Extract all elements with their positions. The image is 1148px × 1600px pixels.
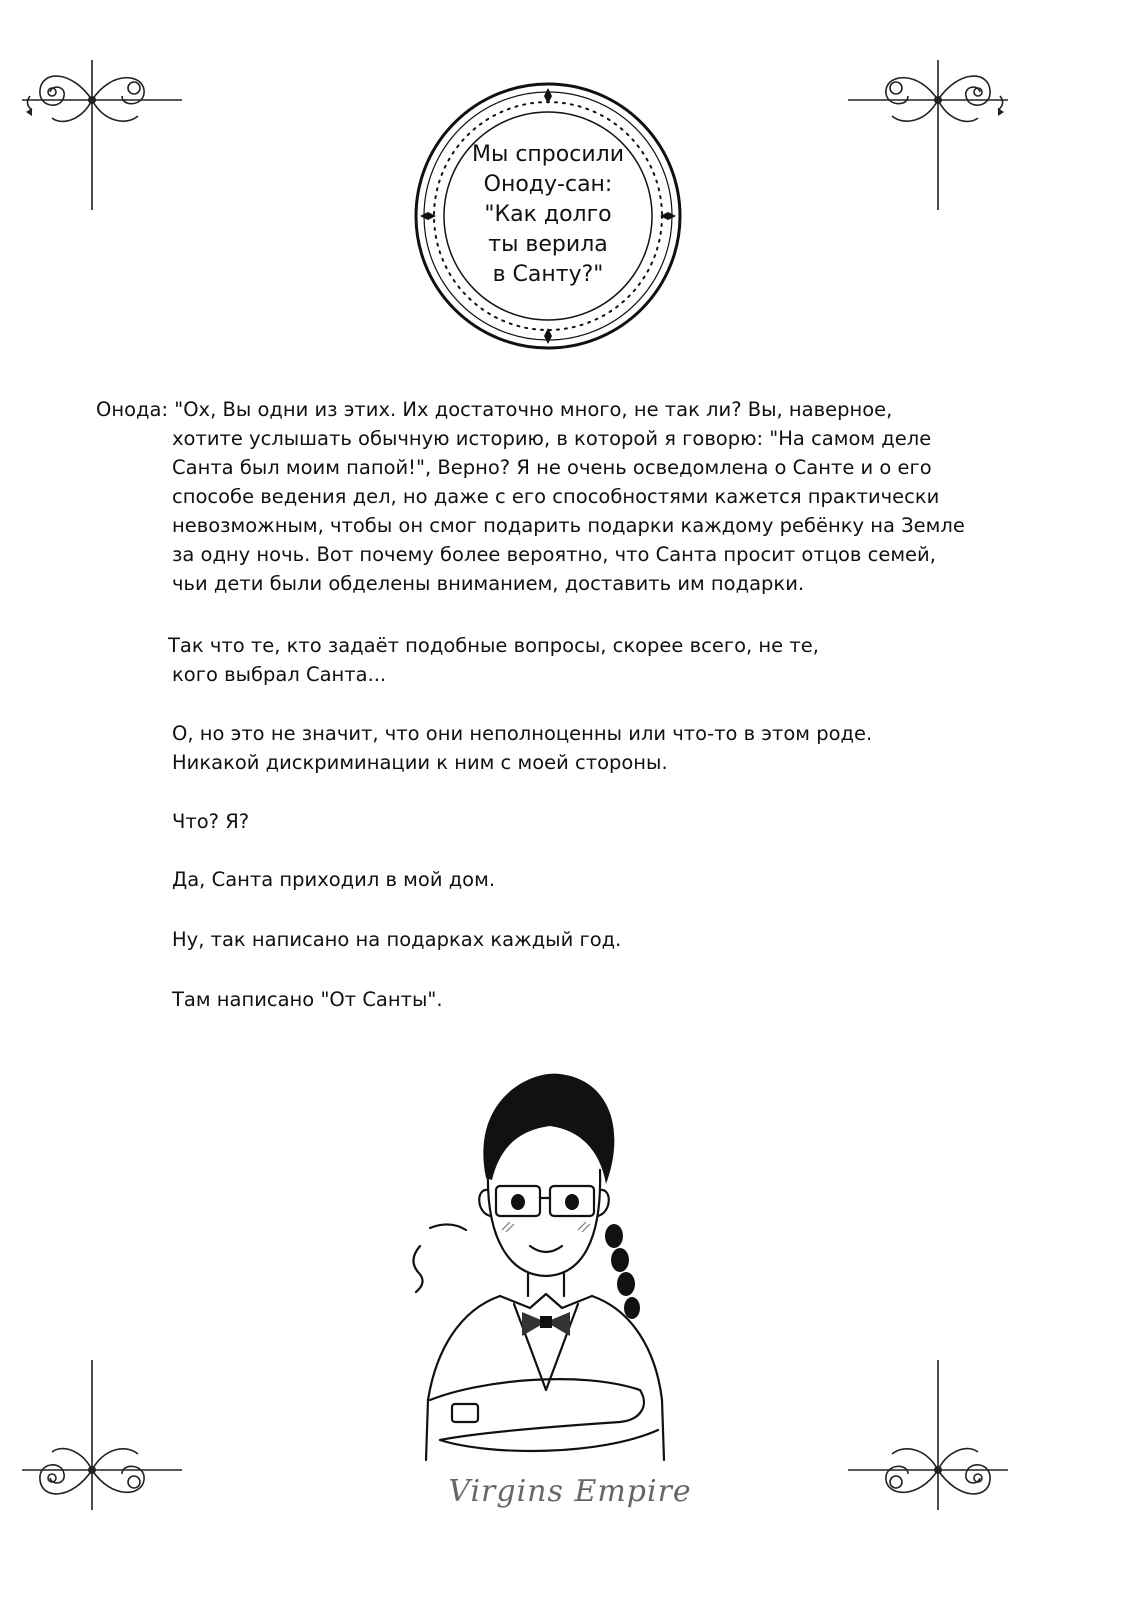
badge-line: Оноду-сан: xyxy=(483,172,613,197)
badge-line: в Санту?" xyxy=(492,262,604,287)
corner-ornament-bottom-left xyxy=(22,1360,182,1510)
paragraph-1-line: чьи дети были обделены вниманием, доставить им подарки. xyxy=(172,572,805,595)
paragraph-6: Ну, так написано на подарках каждый год. xyxy=(172,928,622,951)
paragraph-4: Что? Я? xyxy=(172,810,250,833)
paragraph-1-line: за одну ночь. Вот почему более вероятно, что Санта просит отцов семей, xyxy=(172,543,936,566)
paragraph-1-line: хотите услышать обычную историю, в которой я говорю: "На самом деле xyxy=(172,427,932,450)
paragraph-5: Да, Санта приходил в мой дом. xyxy=(172,868,496,891)
badge-line: Мы спросили xyxy=(471,142,624,167)
paragraph-2-line: кого выбрал Санта... xyxy=(172,663,387,686)
badge-line: ты верила xyxy=(488,232,608,257)
corner-ornament-bottom-right xyxy=(848,1360,1008,1510)
corner-ornament-top-left xyxy=(22,60,182,210)
badge-line: "Как долго xyxy=(484,202,612,227)
onoda-illustration xyxy=(400,1060,690,1480)
corner-ornament-top-right xyxy=(848,60,1008,210)
paragraph-1-line: невозможным, чтобы он смог подарить подарки каждому ребёнку на Земле xyxy=(172,514,965,537)
paragraph-2-line: Так что те, кто задаёт подобные вопросы, скорее всего, не те, xyxy=(168,634,819,657)
paragraph-1-line: способе ведения дел, но даже с его способностями кажется практически xyxy=(172,485,940,508)
question-badge xyxy=(412,80,684,352)
watermark-signature: Virgins Empire xyxy=(448,1474,692,1509)
paragraph-1-line: Санта был моим папой!", Верно? Я не очень осведомлена о Санте и о его xyxy=(172,456,932,479)
badge-question-text xyxy=(452,140,644,290)
paragraph-1-line: Онода: "Ох, Вы одни из этих. Их достаточно много, не так ли? Вы, наверное, xyxy=(96,398,893,421)
paragraph-3-line: Никакой дискриминации к ним с моей стороны. xyxy=(172,751,668,774)
paragraph-7: Там написано "От Санты". xyxy=(172,988,443,1011)
paragraph-3-line: О, но это не значит, что они неполноценны или что-то в этом роде. xyxy=(172,722,873,745)
